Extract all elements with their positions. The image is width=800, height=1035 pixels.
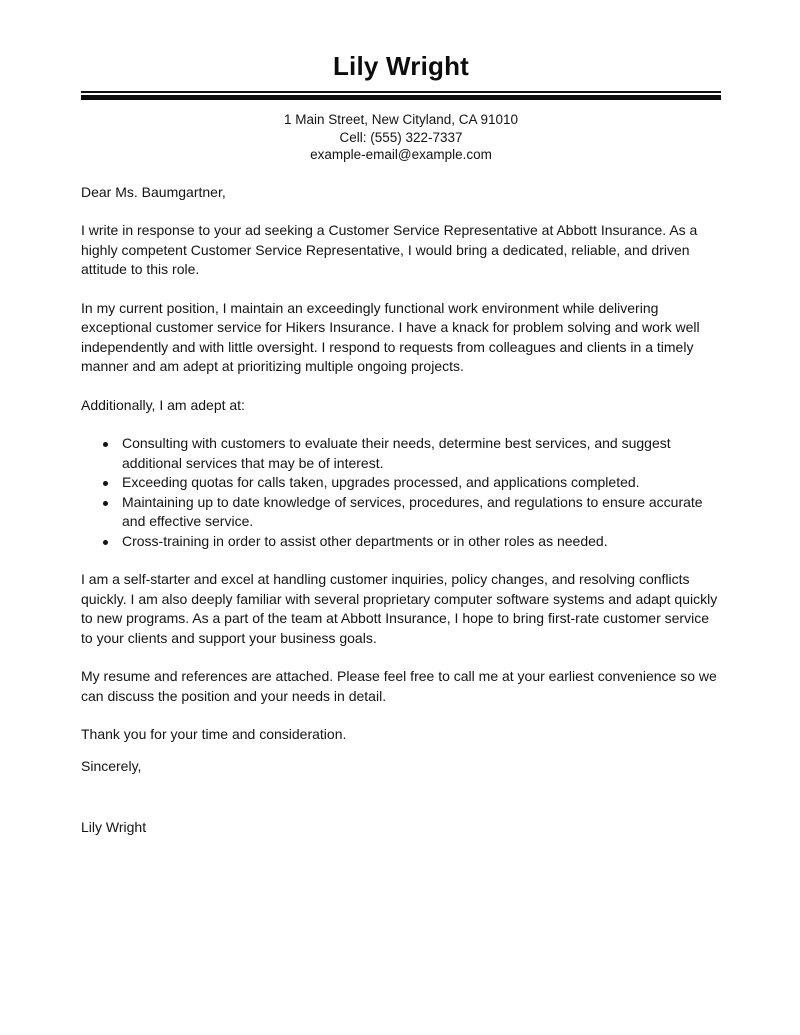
contact-address: 1 Main Street, New Cityland, CA 91010 [283, 112, 519, 127]
signature-name: Lily Wright [81, 819, 147, 835]
divider-thick-line [81, 95, 721, 100]
paragraph-current-position: In my current position, I maintain an exceedingly functional work environment while delivering exceptional customer service for Hikers Insurance. I have a knack for problem solving and work well independently and with little oversight. I respond to requests from colleagues and clients in a timely manner and am adept at prioritizing multiple ongoing projects. [81, 299, 700, 374]
paragraph-intro: I write in response to your ad seeking a Customer Service Representative at Abbott Insurance. As a highly competent Customer Service Representative, I would bring a dedicated, reliable, and driven attitude to this role. [81, 222, 698, 277]
paragraph-resume-attached: My resume and references are attached. Please feel free to call me at your earliest convenience so we can discuss the position and your needs in detail. [81, 668, 717, 704]
letter-author-name-heading: Lily Wright [332, 51, 470, 81]
bullet-item-knowledge: Maintaining up to date knowledge of services, procedures, and regulations to ensure accurate and effective service. [122, 493, 721, 532]
bullet-item-consulting: Consulting with customers to evaluate their needs, determine best services, and suggest additional services that may be of interest. [122, 434, 721, 473]
contact-phone: Cell: (555) 322-7337 [339, 129, 463, 145]
bullet-item-cross-training: Cross-training in order to assist other departments or in other roles as needed. [122, 532, 721, 552]
contact-block [81, 111, 721, 164]
salutation: Dear Ms. Baumgartner, [81, 183, 226, 200]
bullet-item-quotas: Exceeding quotas for calls taken, upgrades processed, and applications completed. [122, 473, 721, 493]
contact-email: example-email@example.com [310, 147, 492, 162]
valediction: Sincerely, [81, 757, 142, 774]
skills-bullet-list [81, 434, 721, 551]
paragraph-thanks: Thank you for your time and consideration. [81, 726, 347, 742]
letter-body [81, 183, 721, 838]
header-divider-rule [81, 91, 721, 100]
paragraph-self-starter: I am a self-starter and excel at handling customer inquiries, policy changes, and resolving conflicts quickly. I am also deeply familiar with several proprietary computer software systems and adapt quickly to new programs. As a part of the team at Abbott Insurance, I hope to bring first-rate customer service to your clients and support your business goals. [81, 571, 718, 646]
paragraph-adept-intro: Additionally, I am adept at: [81, 396, 245, 413]
